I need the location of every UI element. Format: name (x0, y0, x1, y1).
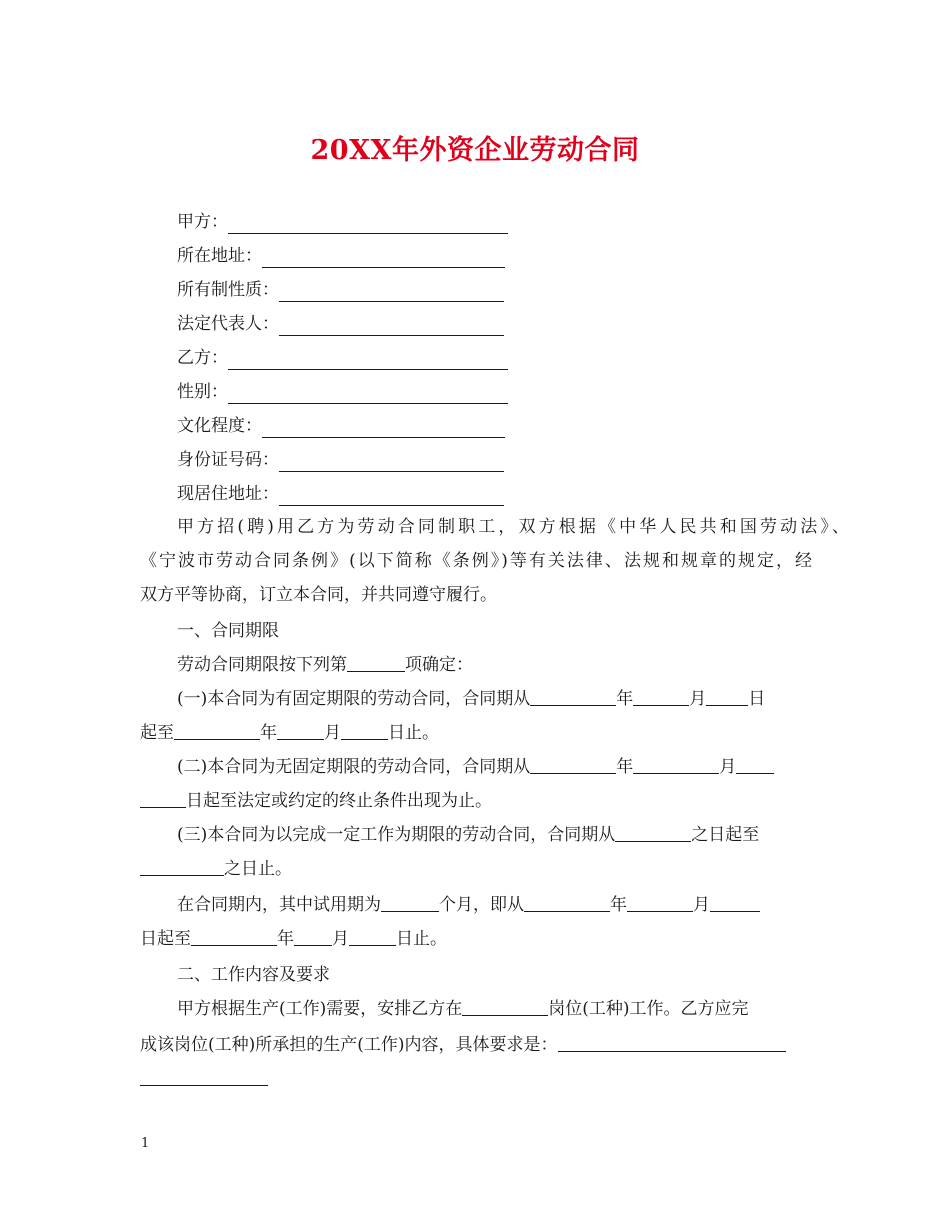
term-item-1-line-1 (140, 682, 849, 716)
field-label: 现居住地址： (177, 484, 279, 504)
term-select-line (140, 648, 849, 682)
text: 在合同期内，其中试用期为 (177, 895, 381, 915)
section-heading-work: 二、工作内容及要求 (177, 965, 330, 985)
blank-line (381, 893, 439, 912)
blank-line (710, 893, 760, 912)
text: (三)本合同为以完成一定工作为期限的劳动合同，合同期从 (177, 825, 616, 845)
blank-line (294, 927, 332, 946)
blank-line (279, 317, 504, 336)
document-title: 20XX年外资企业劳动合同 (310, 135, 640, 166)
text: 月 (324, 723, 341, 743)
blank-line (279, 487, 504, 506)
field-id-number (177, 448, 504, 472)
blank-line (736, 755, 774, 774)
blank-line (347, 653, 405, 672)
blank-line (140, 789, 186, 808)
term-item-3-line-2 (140, 852, 812, 886)
blank-line (174, 721, 260, 740)
text: 年 (260, 723, 277, 743)
blank-line (530, 755, 616, 774)
field-label: 甲方： (177, 212, 228, 232)
blank-line (262, 249, 505, 268)
blank-line (279, 283, 504, 302)
field-label: 所有制性质： (177, 280, 279, 300)
text: 个月，即从 (439, 895, 524, 915)
text: (一)本合同为有固定期限的劳动合同，合同期从 (177, 689, 531, 709)
field-label: 乙方： (177, 348, 228, 368)
text: 成该岗位(工种)所承担的生产(工作)内容，具体要求是： (140, 1035, 558, 1055)
blank-line (140, 857, 224, 876)
blank-line (706, 687, 748, 706)
text: 日止。 (388, 723, 439, 743)
term-item-1-line-2 (140, 716, 812, 750)
blank-line (341, 721, 388, 740)
blank-line (633, 755, 719, 774)
blank-line (558, 1033, 786, 1052)
blank-line (633, 687, 689, 706)
field-education (177, 414, 505, 438)
blank-line (228, 351, 508, 370)
text: 项确定： (405, 655, 473, 675)
work-line-3 (140, 1062, 812, 1096)
field-label: 法定代表人： (177, 314, 279, 334)
text: 日 (748, 689, 766, 709)
text: 之日止。 (224, 859, 292, 879)
text: 年 (616, 689, 634, 709)
text: 年 (277, 929, 294, 949)
intro-line-1: 甲方招(聘)用乙方为劳动合同制职工，双方根据《中华人民共和国劳动法》、 (177, 517, 849, 537)
probation-line-1 (140, 888, 849, 922)
blank-line (349, 927, 396, 946)
text: 日止。 (396, 929, 447, 949)
blank-line (140, 1067, 268, 1086)
blank-line (462, 997, 548, 1016)
page-number: 1 (141, 1136, 150, 1151)
intro-line-3: 双方平等协商，订立本合同，并共同遵守履行。 (140, 585, 497, 605)
blank-line (279, 453, 504, 472)
field-ownership (177, 278, 504, 302)
blank-line (262, 419, 505, 438)
field-label: 所在地址： (177, 246, 262, 266)
text: 月 (719, 757, 737, 777)
text: 劳动合同期限按下列第 (177, 655, 347, 675)
field-label: 身份证号码： (177, 450, 279, 470)
text: 月 (693, 895, 710, 915)
field-address (177, 244, 505, 268)
blank-line (228, 385, 508, 404)
text: 月 (689, 689, 707, 709)
intro-line-2: 《宁波市劳动合同条例》(以下简称《条例》)等有关法律、法规和规章的规定，经 (140, 551, 812, 571)
blank-line (191, 927, 277, 946)
blank-line (524, 893, 610, 912)
blank-line (228, 215, 508, 234)
field-party-a (177, 210, 508, 234)
probation-line-2 (140, 922, 812, 956)
text: 甲方根据生产(工作)需要，安排乙方在 (177, 999, 463, 1019)
work-line-2 (140, 1028, 812, 1062)
text: 起至 (140, 723, 174, 743)
text: 之日起至 (691, 825, 760, 845)
section-heading-term: 一、合同期限 (177, 621, 279, 641)
blank-line (615, 823, 691, 842)
field-label: 文化程度： (177, 416, 262, 436)
blank-line (277, 721, 324, 740)
term-item-2-line-1 (140, 750, 849, 784)
text: (二)本合同为无固定期限的劳动合同，合同期从 (177, 757, 531, 777)
text: 月 (332, 929, 349, 949)
field-party-b (177, 346, 508, 370)
term-item-2-line-2 (140, 784, 812, 818)
work-line-1 (140, 992, 849, 1026)
field-label: 性别： (177, 382, 228, 402)
blank-line (627, 893, 693, 912)
text: 日起至法定或约定的终止条件出现为止。 (186, 791, 492, 811)
term-item-3-line-1 (140, 818, 849, 852)
text: 年 (616, 757, 634, 777)
field-legal-rep (177, 312, 504, 336)
field-current-address (177, 482, 504, 506)
text: 年 (610, 895, 627, 915)
text: 日起至 (140, 929, 191, 949)
field-gender (177, 380, 508, 404)
text: 岗位(工种)工作。乙方应完 (548, 999, 749, 1019)
blank-line (530, 687, 616, 706)
